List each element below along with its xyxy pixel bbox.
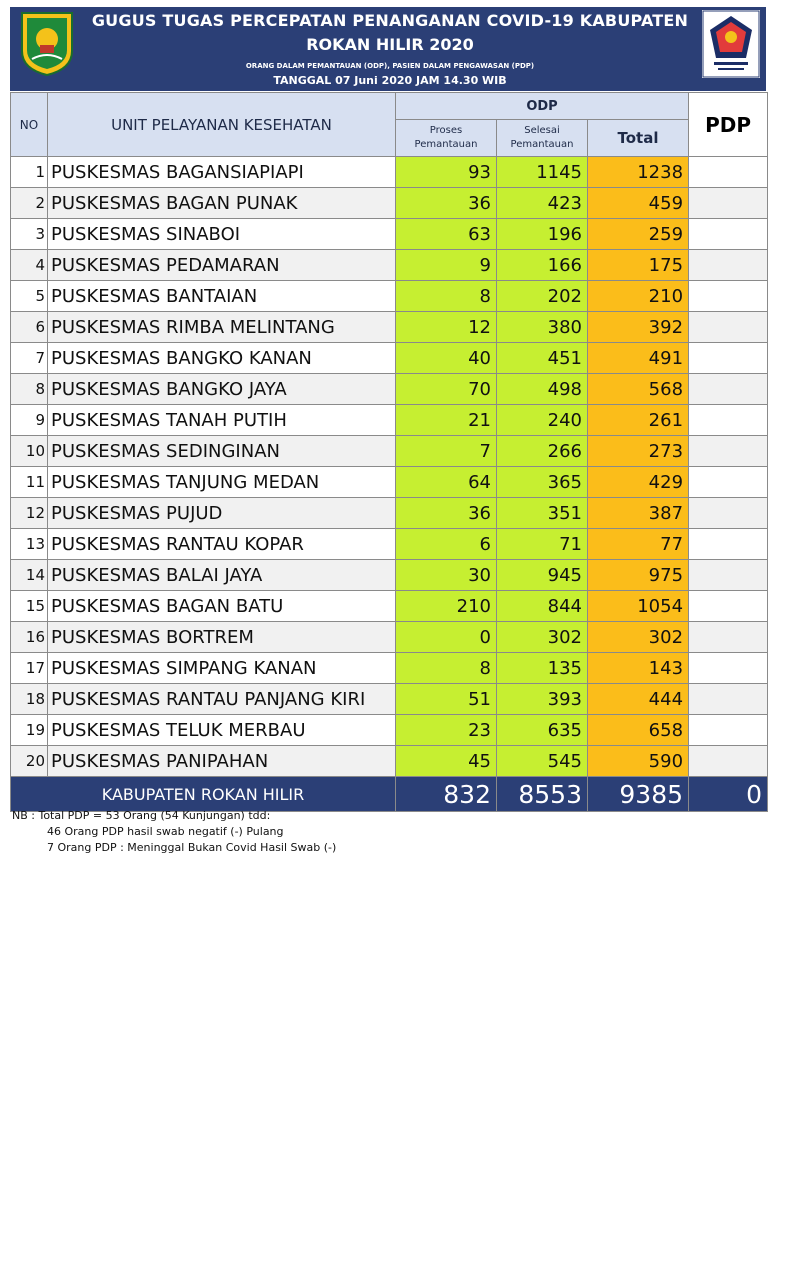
cell-selesai: 423: [497, 188, 588, 219]
cell-selesai: 196: [497, 219, 588, 250]
cell-total: 259: [588, 219, 689, 250]
cell-no: 11: [11, 467, 48, 498]
cell-pdp: [689, 684, 768, 715]
cell-proses: 51: [396, 684, 497, 715]
cell-pdp: [689, 157, 768, 188]
cell-pdp: [689, 312, 768, 343]
cell-total: 261: [588, 405, 689, 436]
column-header-proses: [396, 120, 497, 157]
footer-pdp-total: 0: [689, 777, 768, 812]
cell-proses: 45: [396, 746, 497, 777]
cell-pdp: [689, 436, 768, 467]
cell-no: 15: [11, 591, 48, 622]
cell-selesai: 266: [497, 436, 588, 467]
cell-selesai: 351: [497, 498, 588, 529]
report-title-line1: GUGUS TUGAS PERCEPATAN PENANGANAN COVID-19 KABUPATEN: [91, 11, 689, 30]
cell-no: 13: [11, 529, 48, 560]
report-title-line2: ROKAN HILIR 2020: [306, 35, 474, 54]
table-row: [11, 467, 768, 498]
cell-total: 1238: [588, 157, 689, 188]
cell-pdp: [689, 622, 768, 653]
table-row: [11, 653, 768, 684]
cell-unit: PUSKESMAS RANTAU KOPAR: [48, 529, 396, 560]
cell-proses: 210: [396, 591, 497, 622]
cell-pdp: [689, 591, 768, 622]
cell-selesai: 1145: [497, 157, 588, 188]
cell-no: 9: [11, 405, 48, 436]
cell-unit: PUSKESMAS RANTAU PANJANG KIRI: [48, 684, 396, 715]
cell-proses: 8: [396, 653, 497, 684]
cell-total: 273: [588, 436, 689, 467]
cell-selesai: 71: [497, 529, 588, 560]
footer-grand-total: 9385: [588, 777, 689, 812]
table-row: [11, 560, 768, 591]
table-row: [11, 405, 768, 436]
table-row: [11, 746, 768, 777]
cell-total: 302: [588, 622, 689, 653]
column-header-no: NO: [11, 93, 48, 157]
footnote-line3: 7 Orang PDP : Meninggal Bukan Covid Hasil Swab (-): [47, 841, 337, 854]
cell-unit: PUSKESMAS PANIPAHAN: [48, 746, 396, 777]
cell-unit: PUSKESMAS SEDINGINAN: [48, 436, 396, 467]
cell-selesai: 365: [497, 467, 588, 498]
table-row: [11, 250, 768, 281]
cell-selesai: 545: [497, 746, 588, 777]
table-row: [11, 529, 768, 560]
footnotes: [12, 808, 336, 856]
cell-total: 491: [588, 343, 689, 374]
cell-no: 12: [11, 498, 48, 529]
cell-pdp: [689, 467, 768, 498]
table-row: [11, 684, 768, 715]
column-header-odp: ODP: [396, 93, 689, 120]
table-row: [11, 188, 768, 219]
cell-no: 17: [11, 653, 48, 684]
cell-no: 20: [11, 746, 48, 777]
cell-pdp: [689, 250, 768, 281]
cell-no: 6: [11, 312, 48, 343]
report-header: [10, 7, 766, 91]
cell-no: 7: [11, 343, 48, 374]
cell-proses: 70: [396, 374, 497, 405]
covid-task-force-logo-icon: [702, 10, 760, 78]
cell-proses: 21: [396, 405, 497, 436]
cell-selesai: 240: [497, 405, 588, 436]
cell-pdp: [689, 560, 768, 591]
cell-pdp: [689, 405, 768, 436]
table-row: [11, 374, 768, 405]
cell-no: 2: [11, 188, 48, 219]
cell-proses: 6: [396, 529, 497, 560]
footnote-line1: NB : Total PDP = 53 Orang (54 Kunjungan) tdd:: [12, 809, 271, 822]
cell-pdp: [689, 188, 768, 219]
cell-selesai: 498: [497, 374, 588, 405]
table-row: [11, 343, 768, 374]
cell-unit: PUSKESMAS PUJUD: [48, 498, 396, 529]
cell-unit: PUSKESMAS TELUK MERBAU: [48, 715, 396, 746]
cell-selesai: 635: [497, 715, 588, 746]
cell-proses: 63: [396, 219, 497, 250]
cell-proses: 7: [396, 436, 497, 467]
cell-no: 18: [11, 684, 48, 715]
cell-proses: 0: [396, 622, 497, 653]
cell-proses: 23: [396, 715, 497, 746]
cell-selesai: 202: [497, 281, 588, 312]
cell-no: 4: [11, 250, 48, 281]
cell-no: 16: [11, 622, 48, 653]
cell-proses: 12: [396, 312, 497, 343]
cell-pdp: [689, 653, 768, 684]
cell-no: 3: [11, 219, 48, 250]
cell-total: 210: [588, 281, 689, 312]
cell-total: 658: [588, 715, 689, 746]
cell-proses: 9: [396, 250, 497, 281]
cell-no: 1: [11, 157, 48, 188]
column-header-pdp: PDP: [689, 93, 768, 157]
cell-proses: 64: [396, 467, 497, 498]
cell-unit: PUSKESMAS BAGANSIAPIAPI: [48, 157, 396, 188]
cell-selesai: 393: [497, 684, 588, 715]
column-header-unit: UNIT PELAYANAN KESEHATAN: [48, 93, 396, 157]
cell-pdp: [689, 281, 768, 312]
cell-pdp: [689, 715, 768, 746]
cell-selesai: 166: [497, 250, 588, 281]
cell-pdp: [689, 498, 768, 529]
report-date: TANGGAL 07 Juni 2020 JAM 14.30 WIB: [273, 74, 507, 87]
cell-no: 8: [11, 374, 48, 405]
cell-no: 19: [11, 715, 48, 746]
cell-selesai: 945: [497, 560, 588, 591]
cell-unit: PUSKESMAS SINABOI: [48, 219, 396, 250]
cell-selesai: 302: [497, 622, 588, 653]
cell-unit: PUSKESMAS BANTAIAN: [48, 281, 396, 312]
column-header-total: Total: [588, 120, 689, 157]
column-header-proses-line1: Proses: [429, 125, 463, 136]
cell-proses: 40: [396, 343, 497, 374]
cell-unit: PUSKESMAS PEDAMARAN: [48, 250, 396, 281]
cell-unit: PUSKESMAS BANGKO JAYA: [48, 374, 396, 405]
table-row: [11, 219, 768, 250]
cell-no: 5: [11, 281, 48, 312]
cell-total: 392: [588, 312, 689, 343]
cell-total: 590: [588, 746, 689, 777]
cell-unit: PUSKESMAS BALAI JAYA: [48, 560, 396, 591]
cell-unit: PUSKESMAS BANGKO KANAN: [48, 343, 396, 374]
footer-label: KABUPATEN ROKAN HILIR: [11, 777, 396, 812]
regency-emblem-icon: [18, 11, 76, 77]
cell-pdp: [689, 343, 768, 374]
cell-proses: 8: [396, 281, 497, 312]
table-footer-row: [11, 777, 768, 812]
report-subtitle: ORANG DALAM PEMANTAUAN (ODP), PASIEN DALAM PENGAWASAN (PDP): [245, 62, 535, 70]
odp-pdp-table: [10, 92, 768, 812]
cell-proses: 36: [396, 498, 497, 529]
cell-total: 429: [588, 467, 689, 498]
cell-selesai: 380: [497, 312, 588, 343]
table-row: [11, 157, 768, 188]
table-row: [11, 436, 768, 467]
table-row: [11, 498, 768, 529]
footer-proses-total: 832: [396, 777, 497, 812]
column-header-selesai-line1: Selesai: [524, 125, 560, 136]
cell-total: 1054: [588, 591, 689, 622]
cell-total: 77: [588, 529, 689, 560]
cell-unit: PUSKESMAS BAGAN PUNAK: [48, 188, 396, 219]
cell-no: 10: [11, 436, 48, 467]
footer-selesai-total: 8553: [497, 777, 588, 812]
footnote-line2: 46 Orang PDP hasil swab negatif (-) Pulang: [47, 825, 284, 838]
column-header-selesai: [497, 120, 588, 157]
column-header-selesai-line2: Pemantauan: [510, 139, 574, 150]
cell-selesai: 451: [497, 343, 588, 374]
cell-total: 459: [588, 188, 689, 219]
cell-selesai: 844: [497, 591, 588, 622]
cell-pdp: [689, 219, 768, 250]
cell-unit: PUSKESMAS TANAH PUTIH: [48, 405, 396, 436]
cell-total: 387: [588, 498, 689, 529]
cell-total: 975: [588, 560, 689, 591]
cell-unit: PUSKESMAS BORTREM: [48, 622, 396, 653]
table-row: [11, 715, 768, 746]
cell-unit: PUSKESMAS TANJUNG MEDAN: [48, 467, 396, 498]
cell-total: 143: [588, 653, 689, 684]
cell-total: 568: [588, 374, 689, 405]
cell-total: 444: [588, 684, 689, 715]
cell-unit: PUSKESMAS SIMPANG KANAN: [48, 653, 396, 684]
cell-proses: 30: [396, 560, 497, 591]
table-row: [11, 312, 768, 343]
cell-proses: 93: [396, 157, 497, 188]
table-row: [11, 591, 768, 622]
table-row: [11, 281, 768, 312]
cell-unit: PUSKESMAS RIMBA MELINTANG: [48, 312, 396, 343]
cell-unit: PUSKESMAS BAGAN BATU: [48, 591, 396, 622]
cell-no: 14: [11, 560, 48, 591]
cell-pdp: [689, 746, 768, 777]
cell-pdp: [689, 529, 768, 560]
table-body: [11, 157, 768, 777]
cell-pdp: [689, 374, 768, 405]
cell-selesai: 135: [497, 653, 588, 684]
cell-proses: 36: [396, 188, 497, 219]
cell-total: 175: [588, 250, 689, 281]
table-row: [11, 622, 768, 653]
column-header-proses-line2: Pemantauan: [414, 139, 478, 150]
